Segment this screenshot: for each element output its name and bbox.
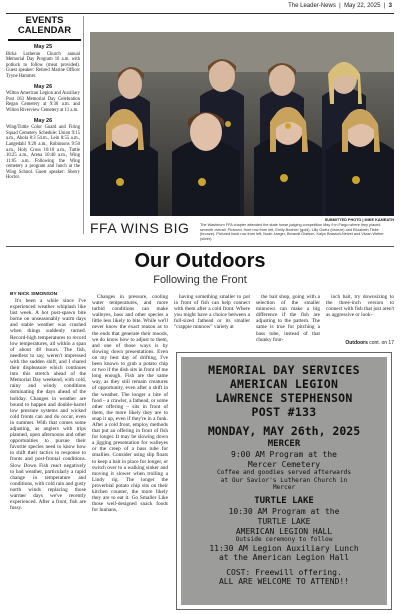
ad-line: TURTLE LAKE	[257, 517, 311, 526]
ad-note: Outside ceremony to follow	[235, 536, 333, 544]
ad-footer-line: COST: Freewill offering.	[226, 567, 342, 577]
story-text: the bait shop, going with a selection of the smaller minnows can make a big difference if the fish are adjusting to the pattern. The same is true for pitching a bass tube, instead of that chunky four-	[256, 294, 320, 343]
story-text: It's been a while since I've experienced weather whiplash like last week. A hot post-spawn bite borne on unseasonably warm days and stable weather was crushed when things suddenly turned. Record-high temperatures to record low temperatures, all within a span of about 48 hours. The fish, needless to say, weren't impressed with the sudden shift, and I shared their displeasure which continues into this stretch ahead of the Memorial Day weekend, with cold, rainy and windy conditions dominating the days ahead of the holiday. Changes in weather are bound to happen and double-barrel low pressure systems and wicked cold fronts can and do occur, even in summer. With that comes some adjusting, as anglers with trips planned, open afternoons and other opportunities to pursue their favorite species need to know how to shift their tactics in response to fronts and post-frontal conditions. Slow Down Fish react negatively to bad weather, particularly a rapid change in temperature and conditions, with cold rain and gusty north winds replacing those warmer days we've recently experienced. After a front, fish are fussy.	[10, 298, 86, 512]
story-column	[92, 294, 168, 610]
story-column	[326, 294, 394, 338]
event-text: Wing/Tuttle Color Guard and Firing Squad Cemetery Schedule: Union 9:15 a.m., Ahola 8:3 54.m., Lein 8:55 a.m., Langedahl 9:20 a.m., Robinsons 9:50 a.m., Holy Cross 10:10 a.m., Tuttle 10:25 a.m., Arena 10:40 a.m., Wing 11:05 a.m. Following the Wing cemetery a program and lunch at the Wing School. Guest speaker: Sherry Hoctor.	[6, 125, 80, 181]
story-text: Changes in pressure, cooling water temperatures, and more turbid conditions can make walleyes, bass and other species a little less likely to bite. While we'll never know the exact reason as to the ends that generate their moods, we do know how to adjust to them, and one of those ways is by slowing down presentations. Even on my best day of drifting, I've been known to grab a potato chip or two if the dish sits in front of me long enough. Fish are the same way, as they still remain creatures of opportunity, even after a shift in the weather. The longer a bite of food – a crawler, a fathead, or some other offering – sits in front of them, the more likely they are to snap it up, even if they're in a funk. After a cold front, employ methods that put an offering in front of fish for longer. It may be slowing down a jigging presentation for walleyes or the creep of a bass tube for smallies. Consider using slip floats to keep a bait in place for longer, or switch over to a walking sinker and moving it slower when trolling a Lindy rig. The longer the proverbial potato chip sits on their kitchen counter, the more likely they are to eat it. Go Smaller Like those well-designed snack foods for humans,	[92, 294, 168, 514]
ffa-headline: FFA WINS BIG	[90, 220, 190, 236]
ad-note: Mercer	[272, 484, 296, 491]
ad-line: at the American Legion Hall	[218, 553, 350, 563]
photo-caption: The Washburn FFA chapter attended the state horse judging competition May 9 in Fargo where they placed seventh overall. Pictured, front row from left, Emily Boehler (gold), Lilly Goetz (bronze) and Elizabeth Tibke (bronze). Pictured back row from left, Noah Jaeger, Berandt Olafson, Kalyn Brassch-Nelvet and Vivian Weber (silver).	[200, 223, 384, 241]
ad-title-line: POST #133	[251, 405, 317, 419]
story-text: having something smaller to put in front of fish can help connect with them after a cold front. Where you might have a choice between a full-sized fathead or its smaller "crappie minnow" variety at	[174, 294, 250, 331]
ad-date: MONDAY, MAY 26th, 2025	[207, 424, 361, 438]
events-calendar-title: EVENTS CALENDAR	[17, 15, 72, 36]
photo-credit: SUBMITTED PHOTO | MIKE KAMRATH	[324, 218, 394, 222]
continued-note	[322, 340, 394, 346]
paper-name: The Leader-News	[288, 3, 336, 9]
story-headline: Our Outdoors	[134, 250, 266, 272]
ad-title	[181, 363, 387, 419]
story-subhead: Following the Front	[153, 274, 247, 286]
page-number: 3	[388, 3, 392, 9]
event-date: May 25	[33, 44, 53, 50]
ad-section-title: TURTLE LAKE	[254, 496, 314, 507]
ad-note: Coffee and goodies served afterwards	[216, 469, 352, 477]
event-date: May 26	[33, 117, 53, 124]
story-text: inch bait, try downsizing to the three-inch version to connect with fish that just aren't as aggressive or look-	[326, 294, 394, 319]
ad-title-line: AMERICAN LEGION	[229, 377, 339, 391]
ffa-team-photo	[90, 32, 394, 216]
ad-line: 10:30 AM Program at the	[228, 507, 340, 517]
story-column	[10, 298, 86, 610]
continued-label: Outdoors	[345, 340, 368, 346]
continued-page: cont. on 17	[369, 340, 394, 346]
ad-line: Mercer Cemetery	[247, 459, 321, 469]
ad-panel	[181, 357, 387, 605]
ad-footer-line: ALL ARE WELCOME TO ATTEND!!	[218, 577, 350, 587]
ad-title-line: MEMORIAL DAY SERVICES	[208, 363, 360, 377]
issue-date: May 22, 2025	[344, 3, 381, 9]
ad-line: 9:00 AM Program at the	[231, 450, 337, 459]
top-rule	[6, 13, 394, 14]
event-date: May 26	[33, 83, 53, 90]
event-text: Birka Lutheran Church annual Memorial Day Program 10 a.m. with potluck to follow (meat provided). Guest speaker: Retired Marine Officer Tyyne Hammer.	[6, 51, 80, 79]
calendar-event	[6, 119, 83, 182]
byline: BY NICK SIMONSON	[10, 292, 58, 297]
memorial-day-ad	[176, 352, 392, 610]
events-calendar	[6, 16, 84, 234]
ad-line: AMERICAN LEGION HALL	[235, 526, 333, 536]
event-text: Wilton American Legion and Auxiliary Post 163 Memorial Day Celebration Regan Cemetery at 9:30 a.m. and Wilton Riverview Cemetery at 11 a.m.	[6, 91, 80, 113]
ad-title-line: LAWRENCE STEPHENSON	[215, 391, 353, 405]
calendar-event	[6, 45, 83, 80]
ad-section-title: MERCER	[267, 439, 301, 449]
calendar-rule	[8, 39, 81, 41]
story-column	[256, 294, 320, 343]
ad-line: 11:30 AM Legion Auxiliary Lunch	[209, 543, 359, 553]
ad-note: at Our Savior's Lutheran Church in	[220, 476, 348, 484]
section-rule	[6, 246, 394, 247]
calendar-event	[6, 85, 83, 114]
photo-illustration	[90, 32, 394, 216]
masthead: The Leader-News | May 22, 2025 | 3	[288, 3, 392, 9]
